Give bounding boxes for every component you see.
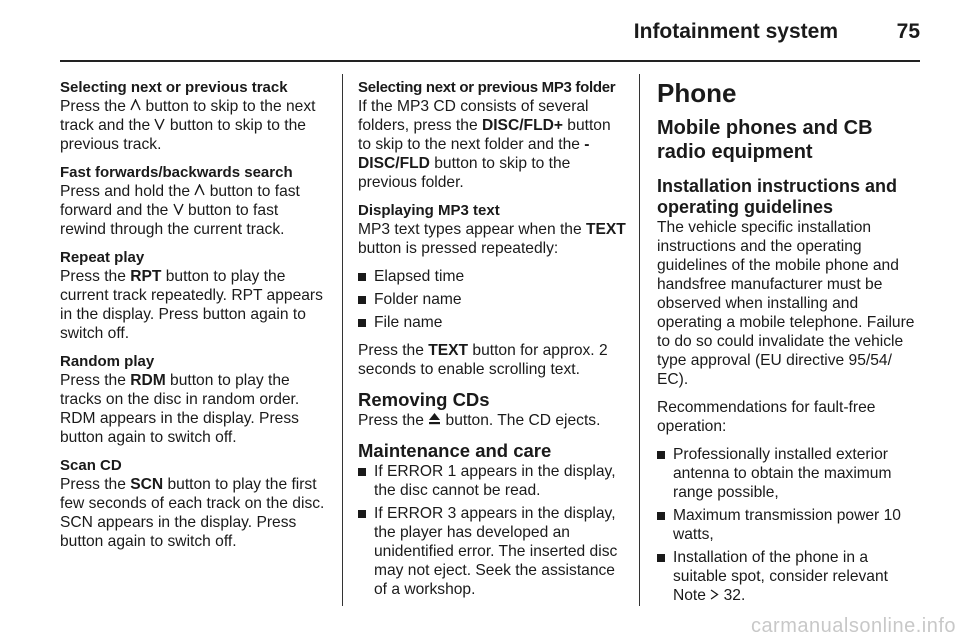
heading-installation: Installation instructions and operating guidelines [657, 176, 898, 217]
up-chevron-icon [194, 182, 205, 201]
list-item [657, 445, 925, 502]
text-button-label: TEXT [428, 342, 469, 359]
bullet-square-icon [657, 554, 665, 562]
text: Press the [60, 268, 131, 285]
scn-button-label: SCN [130, 476, 164, 493]
text-button-label: TEXT [585, 221, 626, 238]
text: MP3 text types appear when the [358, 221, 586, 238]
column-1 [60, 78, 326, 560]
bullet-square-icon [657, 451, 665, 459]
list-item [657, 506, 925, 544]
paragraph-repeat [60, 267, 326, 343]
column-2 [358, 78, 626, 608]
list-item [657, 548, 925, 605]
bullet-square-icon [358, 296, 366, 304]
subheading-random: Random play [60, 353, 155, 370]
rpt-button-label: RPT [130, 268, 162, 285]
text: Press the [60, 476, 131, 493]
paragraph-recommendations: Recommendations for fault-free operation: [657, 399, 876, 435]
column-divider [342, 74, 343, 606]
heading-mobile-phones: Mobile phones and CB radio equipment [657, 117, 873, 163]
column-divider [639, 74, 640, 606]
bullet-square-icon [657, 512, 665, 520]
bullet-square-icon [358, 468, 366, 476]
eject-icon [428, 411, 441, 430]
maintenance-list [358, 462, 626, 599]
subheading-mp3-text: Displaying MP3 text [358, 202, 500, 219]
subheading-next-track: Selecting next or previous track [60, 79, 288, 96]
text: If the MP3 CD consists of several folders, press the [358, 98, 589, 134]
page-header [60, 18, 920, 58]
text: If ERROR 3 appears in the display, the player has developed an unidentified error. The inserted disc may not eject. Seek the assistance of a workshop. [374, 505, 618, 598]
text: button to skip to the next track and the [60, 98, 316, 134]
header-title: Infotainment system [633, 20, 838, 43]
text: button is pressed repeatedly: [358, 240, 559, 257]
text: Professionally installed exterior antenna to obtain the maximum range possible, [673, 446, 892, 501]
text: If ERROR 1 appears in the display, the disc cannot be read. [374, 463, 616, 499]
note-reference[interactable]: 32. [719, 587, 746, 604]
heading-maintenance: Maintenance and care [358, 440, 552, 461]
paragraph-installation: The vehicle specific installation instructions and the operating guidelines of the mobile phone and handsfree manufacturer must be observed when installing and operating a mobile telephone. Failure to do so could invalidate the vehicle type approval (EU directive 95/54/ EC). [657, 219, 915, 388]
text: File name [374, 314, 443, 331]
reference-arrow-icon[interactable] [710, 586, 719, 605]
header-rule [60, 60, 920, 62]
heading-removing-cds: Removing CDs [358, 389, 490, 410]
list-item [358, 290, 626, 309]
subheading-search: Fast forwards/backwards search [60, 164, 293, 181]
text: Press the [358, 342, 429, 359]
text: Press the [60, 372, 131, 389]
text: Elapsed time [374, 268, 465, 285]
up-chevron-icon [130, 97, 141, 116]
recommendations-list [657, 445, 925, 605]
down-chevron-icon [173, 201, 184, 220]
text: button to play the tracks on the disc in random order. RDM appears in the display. Press button again to switch off. [60, 372, 300, 446]
bullet-square-icon [358, 510, 366, 518]
mp3-text-types-list [358, 267, 626, 332]
subheading-scan: Scan CD [60, 457, 122, 474]
disc-fld-minus-label: -DISC/FLD [358, 136, 590, 172]
text: button for approx. 2 seconds to enable scrolling text. [358, 342, 608, 378]
text: Maximum transmission power 10 watts, [673, 507, 901, 543]
column-3 [657, 78, 925, 614]
text: Press the [60, 98, 131, 115]
subheading-mp3-folder: Selecting next or previous MP3 folder [358, 79, 616, 96]
text: button to skip to the previous folder. [358, 155, 571, 191]
text: button to fast forward and the [60, 183, 300, 219]
paragraph-removing-cds [358, 411, 626, 430]
page-number: 75 [896, 20, 920, 43]
disc-fld-plus-label: DISC/FLD+ [481, 117, 563, 134]
paragraph-search [60, 182, 326, 239]
bullet-square-icon [358, 319, 366, 327]
text: Installation of the phone in a suitable spot, consider relevant Note [673, 549, 888, 604]
rdm-button-label: RDM [130, 372, 166, 389]
subheading-repeat: Repeat play [60, 249, 145, 266]
heading-phone: Phone [657, 78, 737, 108]
paragraph-scrolling-text [358, 341, 626, 379]
paragraph-mp3-text [358, 220, 626, 258]
text: Press and hold the [60, 183, 195, 200]
paragraph-mp3-folder [358, 97, 626, 192]
paragraph-next-track [60, 97, 326, 154]
text: button to play the first few seconds of each track on the disc. SCN appears in the display. Press button again to switch off. [60, 476, 325, 550]
text: button to fast rewind through the current track. [60, 202, 285, 238]
text: Press the [358, 412, 429, 429]
text: button. The CD ejects. [441, 412, 601, 429]
paragraph-random [60, 371, 326, 447]
list-item [358, 504, 626, 599]
bullet-square-icon [358, 273, 366, 281]
watermark: carmanualsonline.info [750, 615, 956, 637]
list-item [358, 313, 626, 332]
list-item [358, 462, 626, 500]
text: button to play the current track repeatedly. RPT appears in the display. Press button again to switch off. [60, 268, 323, 342]
text: button to skip to the next folder and the [358, 117, 611, 153]
paragraph-scan [60, 475, 326, 551]
text: Folder name [374, 291, 462, 308]
down-chevron-icon [154, 116, 165, 135]
text: button to skip to the previous track. [60, 117, 306, 153]
list-item [358, 267, 626, 286]
